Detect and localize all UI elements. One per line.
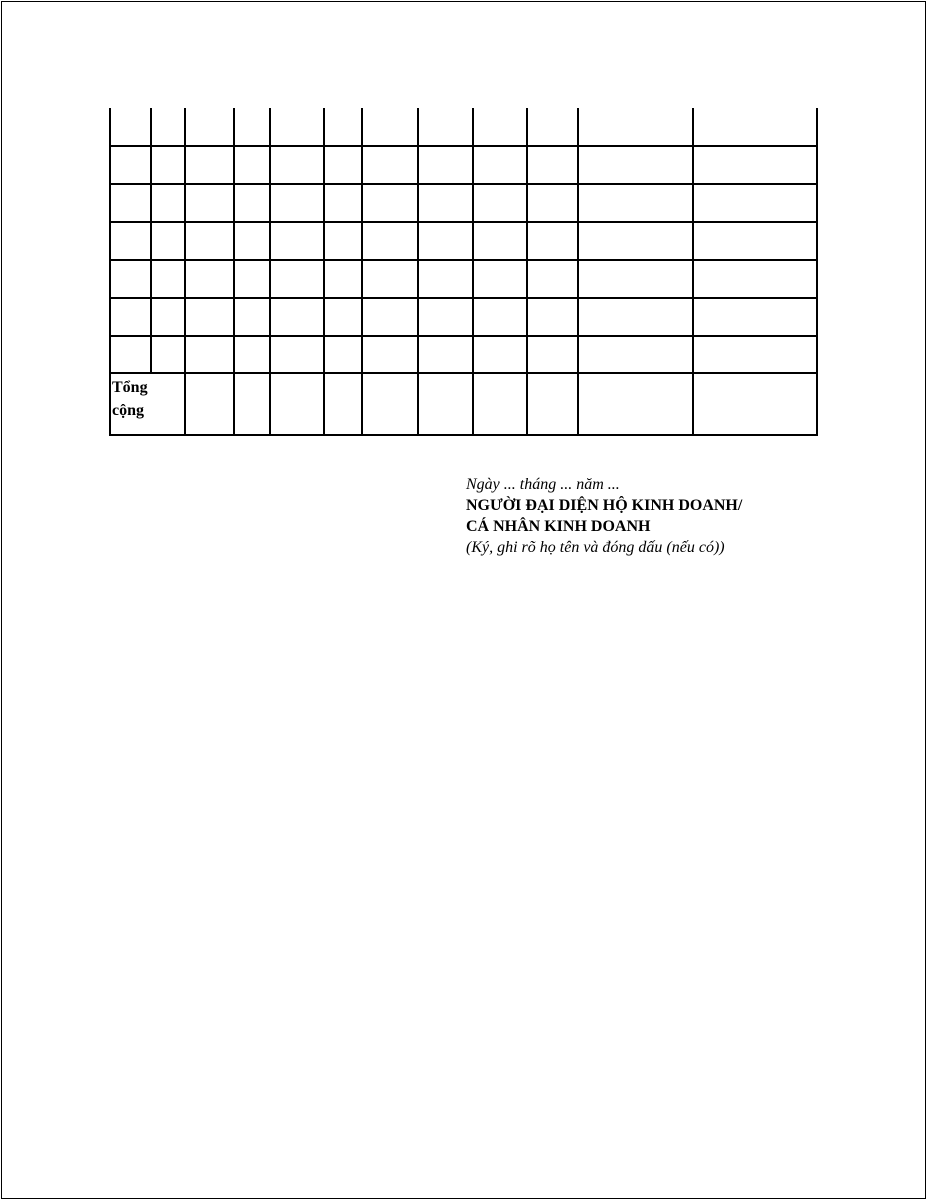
signature-block <box>466 474 826 558</box>
ledger-grid <box>109 108 818 436</box>
date-line: Ngày ... tháng ... năm ... <box>466 476 620 493</box>
signatory-title-line-2: CÁ NHÂN KINH DOANH <box>466 518 651 535</box>
signatory-title-line-1: NGƯỜI ĐẠI DIỆN HỘ KINH DOANH/ <box>466 497 743 514</box>
total-row-label: Tổng cộng <box>112 379 148 419</box>
ledger-table <box>109 108 818 436</box>
signing-instruction: (Ký, ghi rõ họ tên và đóng dấu (nếu có)) <box>466 539 725 556</box>
